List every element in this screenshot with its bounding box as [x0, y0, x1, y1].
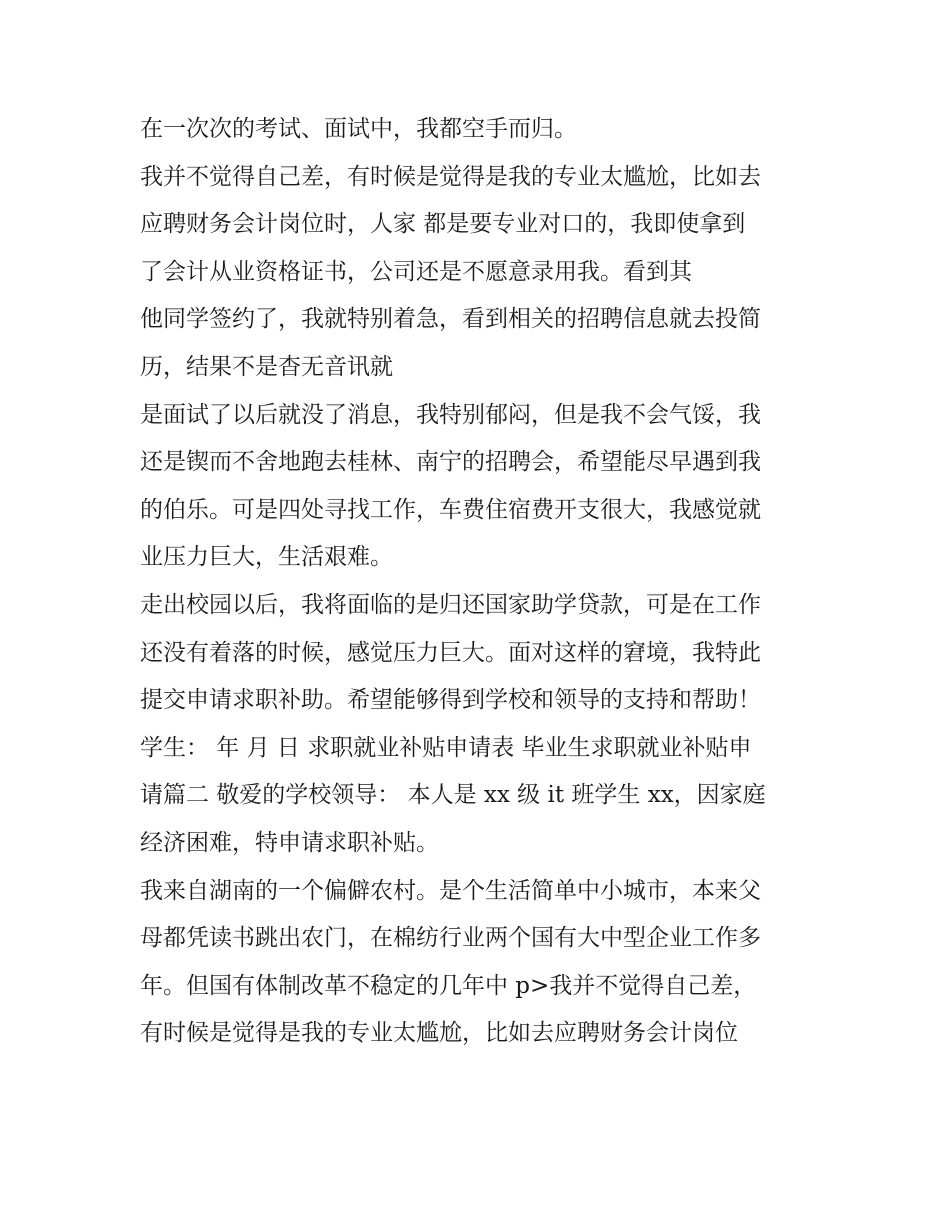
document-body: [140, 110, 820, 1062]
text-line: 还没有着落的时候，感觉压力巨大。面对这样的窘境，我特此: [140, 639, 761, 666]
text-line: 历，结果不是杳无音讯就: [140, 353, 393, 380]
text-line: 了会计从业资格证书，公司还是不愿意录用我。看到其: [140, 258, 692, 285]
text-line: 请篇二 敬爱的学校领导： 本人是 xx 级 it 班学生 xx，因家庭: [140, 782, 766, 809]
text-line: 提交申请求职补助。希望能够得到学校和领导的支持和帮助！: [140, 687, 761, 714]
text-line: 是面试了以后就没了消息，我特别郁闷，但是我不会气馁，我: [140, 401, 761, 428]
text-line: 走出校园以后，我将面临的是归还国家助学贷款，可是在工作: [140, 591, 761, 618]
text-line: 年。但国有体制改革不稳定的几年中 p>我并不觉得自己差，: [140, 972, 757, 999]
text-line: 经济困难，特申请求职补贴。: [140, 829, 439, 856]
text-line: 学生： 年 月 日 求职就业补贴申请表 毕业生求职就业补贴申: [140, 734, 752, 761]
text-line: 的伯乐。可是四处寻找工作，车费住宿费开支很大，我感觉就: [140, 496, 761, 523]
text-line: 在一次次的考试、面试中，我都空手而归。: [140, 116, 577, 142]
text-line: 母都凭读书跳出农门，在棉纺行业两个国有大中型企业工作多: [140, 925, 761, 952]
text-line: 他同学签约了，我就特别着急，看到相关的招聘信息就去投简: [140, 306, 761, 333]
text-line: 有时候是觉得是我的专业太尴尬，比如去应聘财务会计岗位: [140, 1020, 738, 1047]
text-line: 业压力巨大，生活艰难。: [140, 544, 393, 571]
text-line: 应聘财务会计岗位时，人家 都是要专业对口的，我即使拿到: [140, 211, 746, 238]
text-line: 我并不觉得自己差，有时候是觉得是我的专业太尴尬，比如去: [140, 163, 761, 190]
text-line: 我来自湖南的一个偏僻农村。是个生活简单中小城市，本来父: [140, 877, 761, 904]
text-line: 还是锲而不舍地跑去桂林、南宁的招聘会，希望能尽早遇到我: [140, 449, 761, 476]
